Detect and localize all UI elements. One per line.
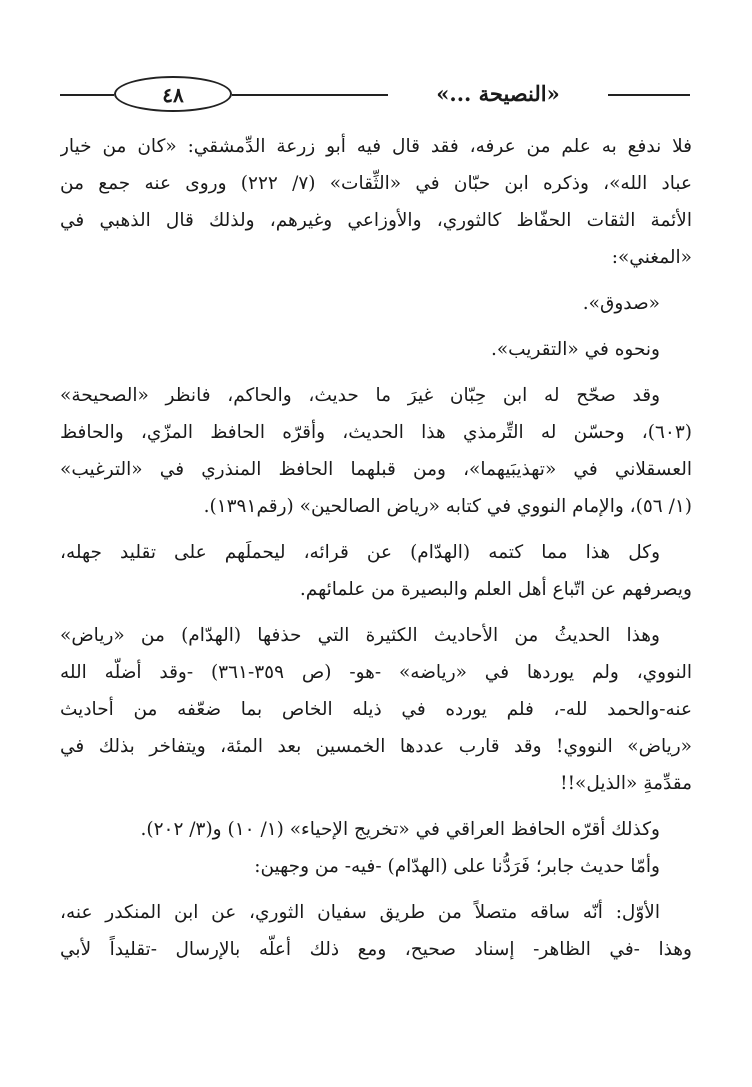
text-line: العسقلاني في «تهذيبَيهما»، ومن قبلهما الحافظ المنذري في «الترغيب»: [60, 459, 692, 480]
page-number: ٤٨: [114, 76, 232, 112]
text-line: وكذلك أقرّه الحافظ العراقي في «تخريج الإحياء» (١/ ١٠) و(٣/ ٢٠٢).: [140, 819, 660, 840]
text-line: مقدِّمةِ «الذيل»!!: [560, 773, 692, 794]
text-line: عنه-والحمد لله-، فلم يورده في ذيله الخاص بما ضعّفه من أحاديث: [60, 699, 692, 720]
text-line: الأئمة الثقات الحفّاظ كالثوري، والأوزاعي وغيرهم، ولذلك قال الذهبي في: [60, 210, 692, 231]
text-line: «رياض» النووي! وقد قارب عددها الخمسين بعد المئة، ويتفاخر بذلك في: [60, 736, 692, 757]
page-header: [60, 72, 690, 118]
text-line: عباد الله»، وذكره ابن حبّان في «الثِّقات» (٧/ ٢٢٢) وروى عنه جمع من: [60, 173, 692, 194]
running-title: «النصيحة ...»: [436, 81, 560, 106]
header-rule-left: [60, 94, 114, 96]
text-line: ونحوه في «التقريب».: [490, 339, 660, 360]
text-line: الأوّل: أنّه ساقه متصلاً من طريق سفيان الثوري، عن ابن المنكدر عنه،: [60, 902, 660, 923]
header-rule-middle: [232, 94, 388, 96]
text-line: النووي، ولم يوردها في «رياضه» -هو- (ص ٣٥٩-٣٦١) -وقد أضلّه الله: [60, 662, 692, 683]
text-line: فلا ندفع به علم من عرفه، فقد قال فيه أبو زرعة الدِّمشقي: «كان من خيار: [60, 136, 692, 157]
text-line: «صدوق».: [582, 293, 660, 314]
text-line: وأمّا حديث جابر؛ فَرَدُّنا على (الهدّام) -فيه- من وجهين:: [254, 856, 660, 877]
text-line: «المغني»:: [611, 247, 692, 268]
text-line: (١/ ٥٦)، والإمام النووي في كتابه «رياض الصالحين» (رقم١٣٩١).: [203, 496, 692, 517]
header-rule-right: [608, 94, 690, 96]
text-line: وقد صحّح له ابن حِبّان غيرَ ما حديث، والحاكم، فانظر «الصحيحة»: [60, 385, 660, 406]
text-line: وهذا -في الظاهر- إسناد صحيح، ومع ذلك أعلّه بالإرسال -تقليداً لأبي: [60, 939, 692, 960]
text-line: (٦٠٣)، وحسّن له التِّرمذي هذا الحديث، وأقرّه الحافظ المزّي، والحافظ: [60, 422, 692, 443]
text-line: وهذا الحديثُ من الأحاديث الكثيرة التي حذفها (الهدّام) من «رياض»: [60, 625, 660, 646]
text-line: وكل هذا مما كتمه (الهدّام) عن قرائه، ليحملَهم على تقليد جهله،: [60, 542, 660, 563]
body-text: [60, 128, 692, 968]
text-line: ويصرفهم عن اتّباع أهل العلم والبصيرة من علمائهم.: [299, 579, 692, 600]
